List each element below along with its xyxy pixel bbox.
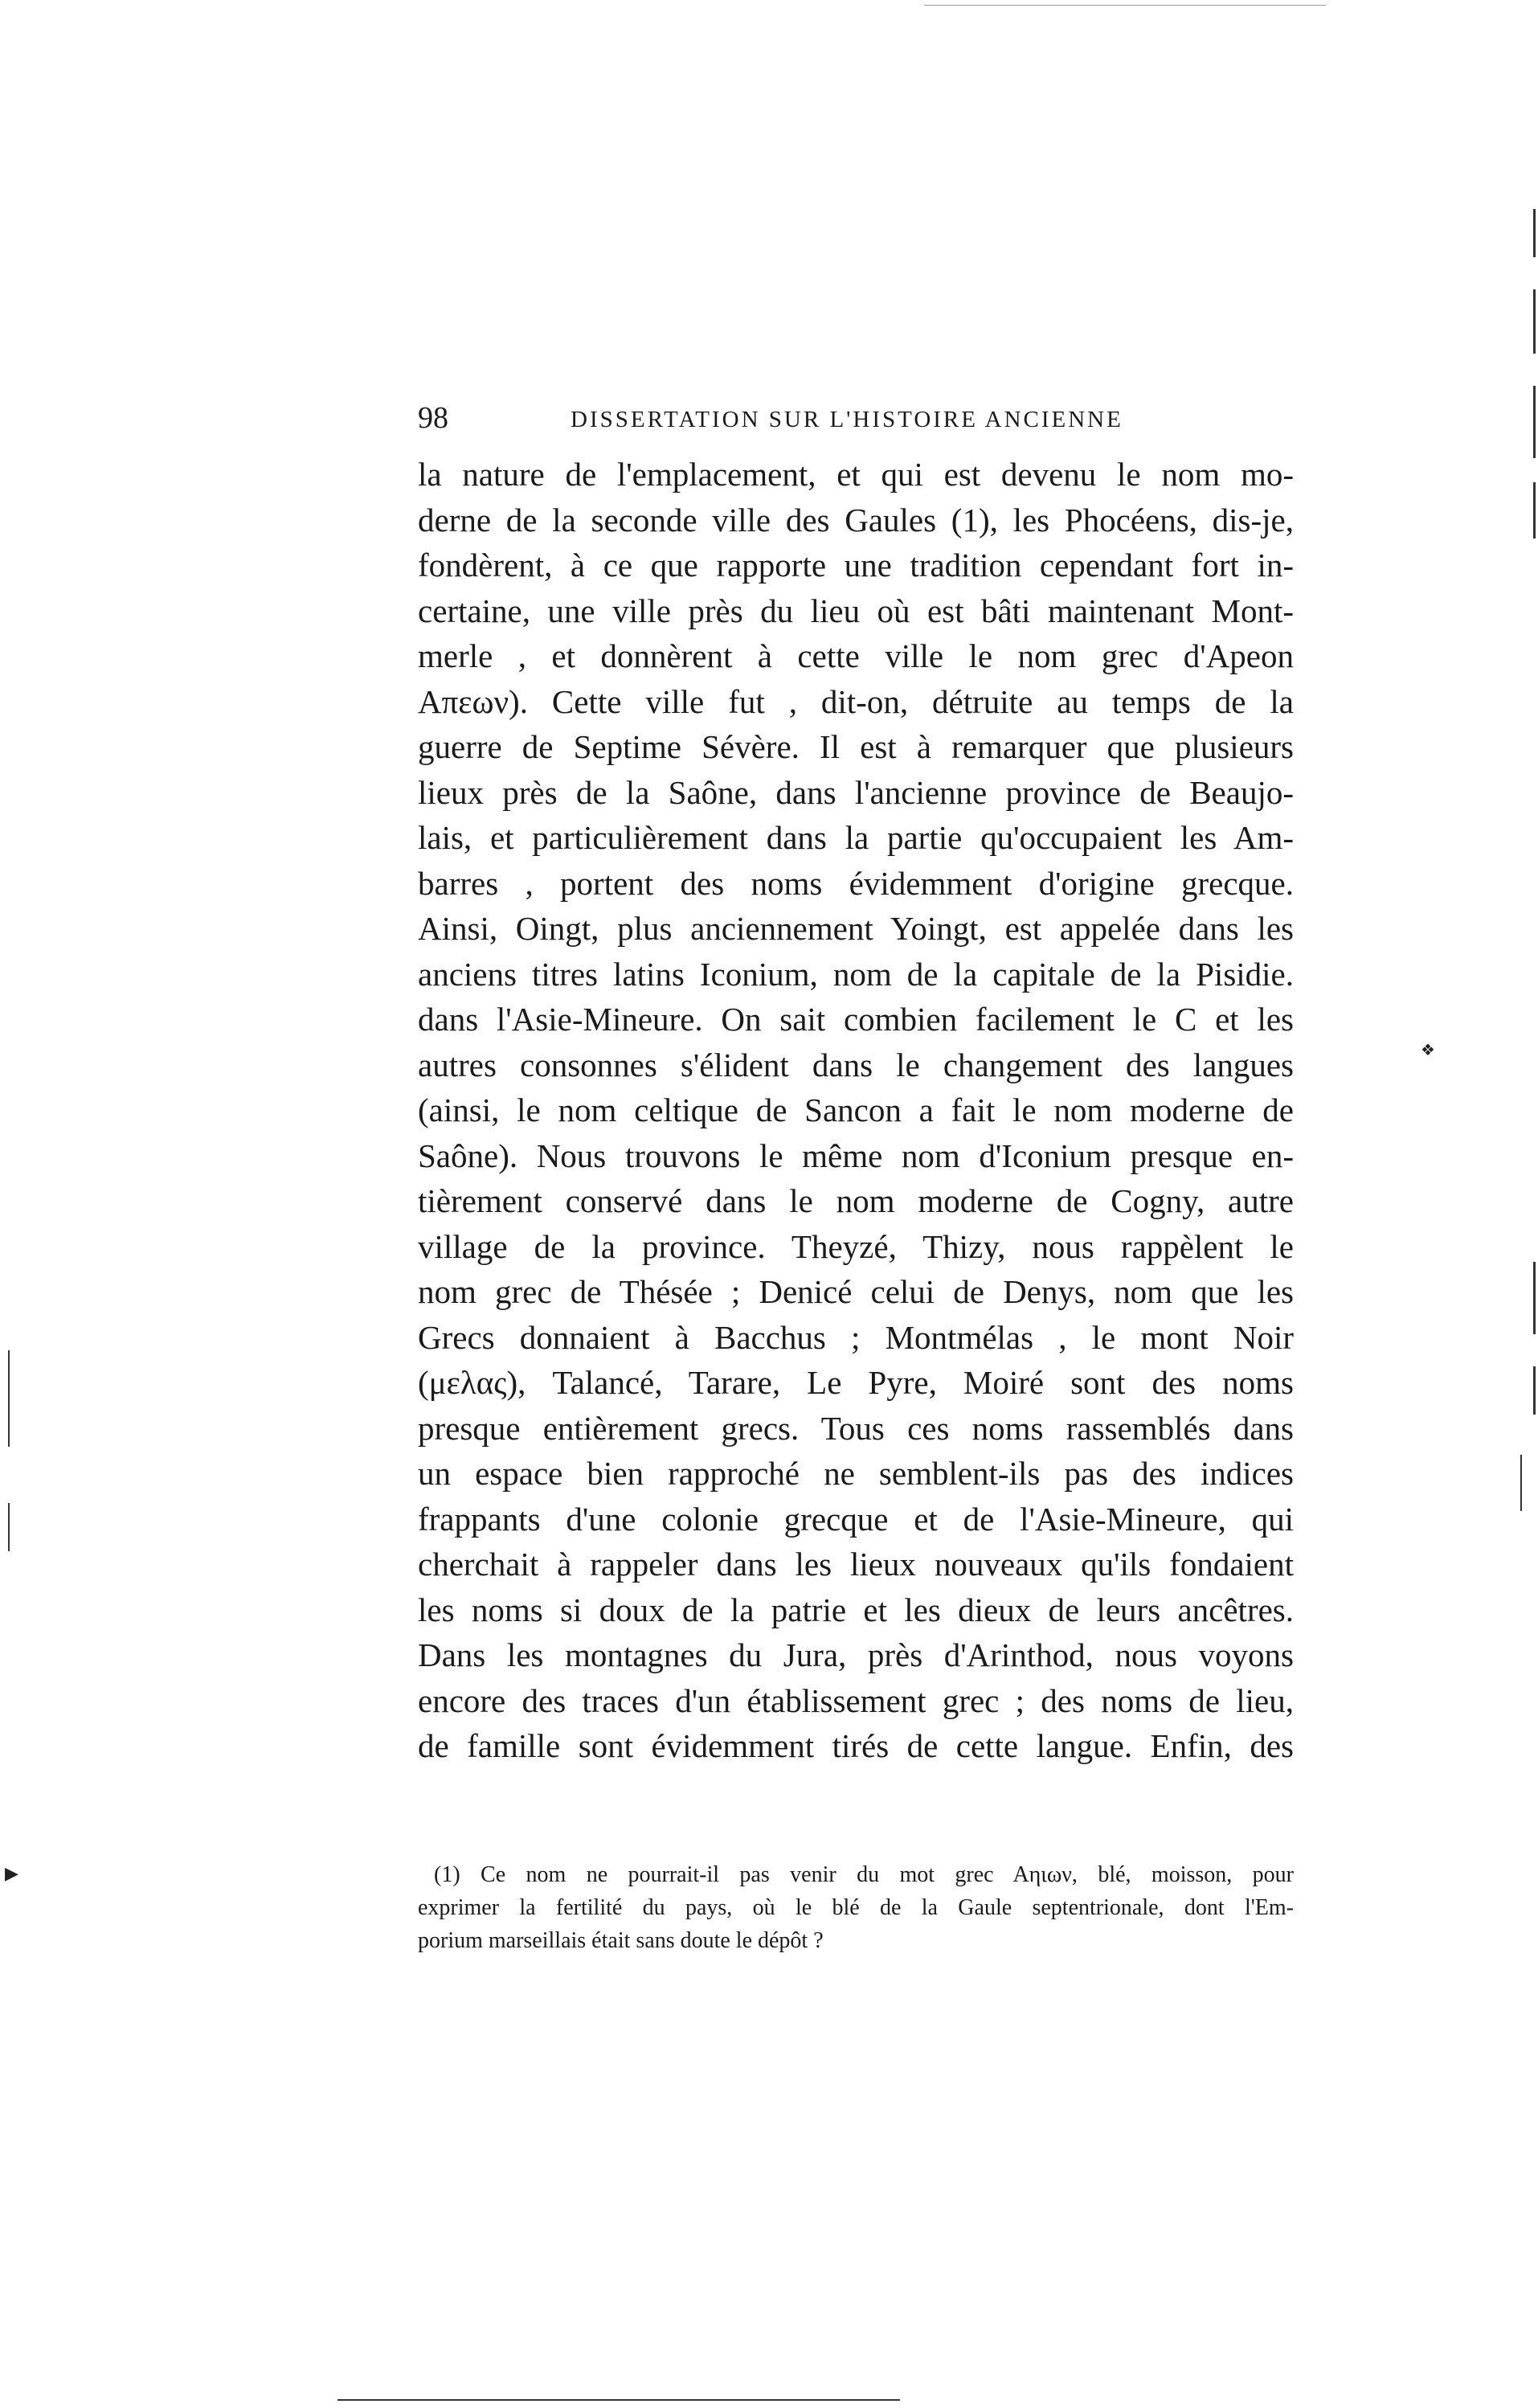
footnote-line: exprimer la fertilité du pays, où le blé de la Gaule septentrionale, dont l'Em- (418, 1895, 1294, 1920)
body-line: de famille sont évidemment tirés de cette langue. Enfin, des (418, 1727, 1294, 1764)
right-edge-mark (1533, 482, 1536, 539)
body-line: Saône). Nous trouvons le même nom d'Iconium presque en- (418, 1136, 1294, 1174)
body-line: Dans les montagnes du Jura, près d'Arinthod, nous voyons (418, 1636, 1294, 1673)
body-line: lais, et particulièrement dans la partie qu'occupaient les Am- (418, 819, 1294, 856)
body-line: frappants d'une colonie grecque et de l'Asie-Mineure, qui (418, 1500, 1294, 1538)
body-line: lieux près de la Saône, dans l'ancienne province de Beaujo- (418, 773, 1294, 811)
body-line: Grecs donnaient à Bacchus ; Montmélas , le mont Noir (418, 1318, 1294, 1356)
right-edge-mark (1533, 1366, 1536, 1415)
top-edge-mark (924, 5, 1326, 6)
body-line: merle , et donnèrent à cette ville le nom grec d'Apeon (418, 637, 1294, 674)
right-edge-mark (1533, 1262, 1536, 1334)
body-line: dans l'Asie-Mineure. On sait combien facilement le C et les (418, 1001, 1294, 1038)
body-line: (ainsi, le nom celtique de Sancon a fait le nom moderne de (418, 1091, 1294, 1128)
body-line: tièrement conservé dans le nom moderne de Cogny, autre (418, 1182, 1294, 1219)
stray-mark: ❖ (1421, 1040, 1435, 1059)
right-edge-mark (1533, 209, 1536, 257)
left-edge-mark (8, 1350, 10, 1447)
body-line: fondèrent, à ce que rapporte une tradition cependant fort in- (418, 547, 1294, 584)
left-edge-mark (8, 1503, 10, 1551)
body-line: encore des traces d'un établissement grec ; des noms de lieu, (418, 1681, 1294, 1719)
running-head: DISSERTATION SUR L'HISTOIRE ANCIENNE (571, 407, 1123, 432)
body-line: la nature de l'emplacement, et qui est devenu le nom mo- (418, 456, 1294, 493)
body-text (418, 452, 1294, 1769)
body-line: un espace bien rapproché ne semblent-ils pas des indices (418, 1455, 1294, 1492)
body-line: nom grec de Thésée ; Denicé celui de Denys, nom que les (418, 1273, 1294, 1310)
footnote-line: (1) Ce nom ne pourrait-il pas venir du mot grec Aηιων, blé, moisson, pour (434, 1862, 1294, 1887)
bottom-edge-mark (337, 2399, 900, 2401)
body-line: barres , portent des noms évidemment d'origine grecque. (418, 864, 1294, 902)
right-edge-mark (1520, 1455, 1522, 1511)
body-line: Aπεων). Cette ville fut , dit-on, détruite au temps de la (418, 682, 1294, 720)
footnote (418, 1858, 1294, 1957)
stray-mark: ▶ (5, 1864, 18, 1884)
body-line: cherchait à rappeler dans les lieux nouveaux qu'ils fondaient (418, 1546, 1294, 1583)
right-edge-mark (1533, 289, 1536, 354)
page-header (418, 402, 1318, 434)
page-number: 98 (418, 401, 448, 435)
body-line: autres consonnes s'élident dans le changement des langues (418, 1046, 1294, 1083)
body-line: guerre de Septime Sévère. Il est à remarquer que plusieurs (418, 728, 1294, 765)
right-edge-mark (1533, 386, 1536, 458)
body-line: anciens titres latins Iconium, nom de la capitale de la Pisidie. (418, 955, 1294, 993)
body-line: certaine, une ville près du lieu où est bâti maintenant Mont- (418, 592, 1294, 629)
body-line: presque entièrement grecs. Tous ces noms rassemblés dans (418, 1409, 1294, 1447)
body-line: Ainsi, Oingt, plus anciennement Yoingt, est appelée dans les (418, 910, 1294, 947)
body-line: derne de la seconde ville des Gaules (1), les Phocéens, dis-je, (418, 501, 1294, 539)
body-line: village de la province. Theyzé, Thizy, nous rappèlent le (418, 1227, 1294, 1265)
footnote-line: porium marseillais était sans doute le dépôt ? (418, 1928, 824, 1953)
body-line: les noms si doux de la patrie et les dieux de leurs ancêtres. (418, 1591, 1294, 1628)
body-line: (μελας), Talancé, Tarare, Le Pyre, Moiré sont des noms (418, 1364, 1294, 1401)
